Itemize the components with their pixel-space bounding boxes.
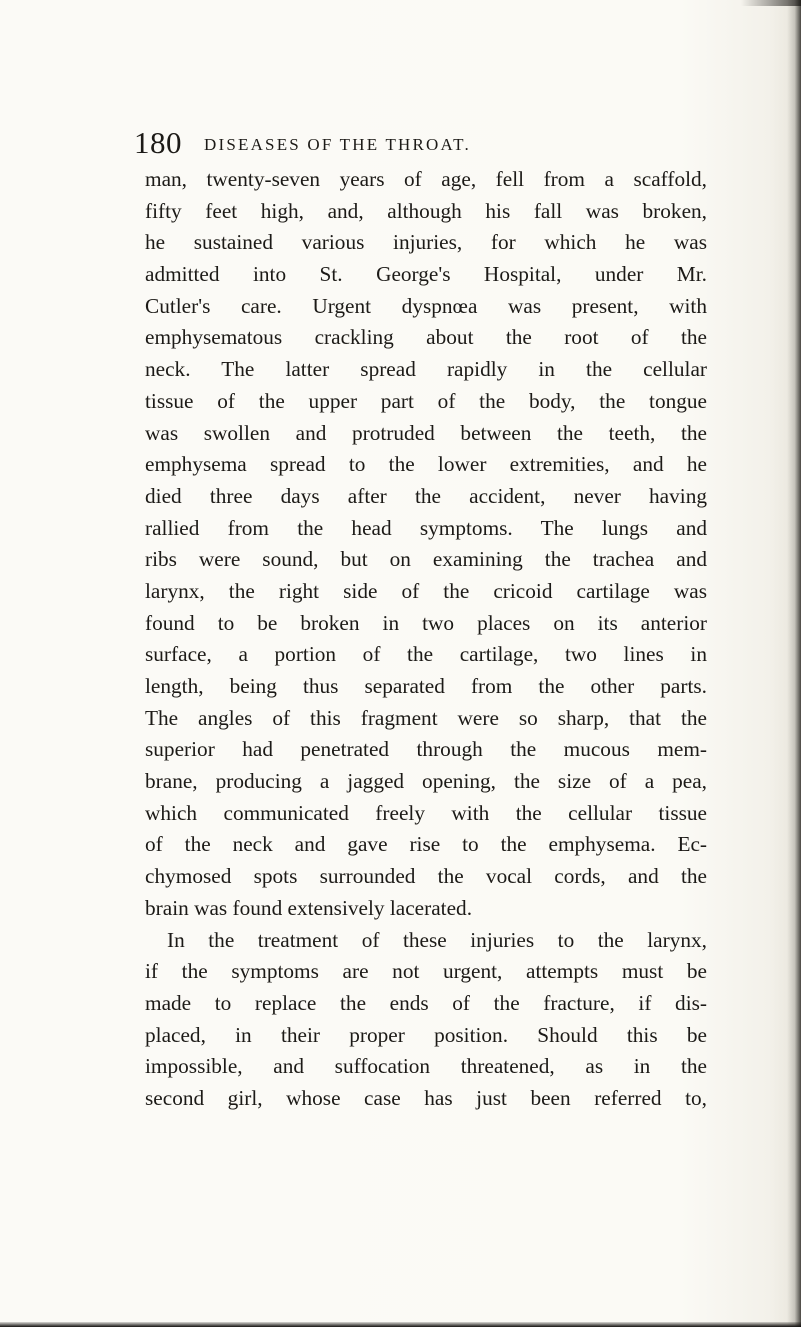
text-line: if the symptoms are not urgent, attempts must be — [145, 959, 707, 984]
text-line: he sustained various injuries, for which he was — [145, 230, 707, 255]
text-line: placed, in their proper position. Should this be — [145, 1022, 707, 1047]
text-line: of the neck and gave rise to the emphysema. Ec- — [145, 832, 707, 857]
text-line: surface, a portion of the cartilage, two lines in — [145, 642, 707, 667]
text-line: superior had penetrated through the mucous mem- — [145, 737, 707, 762]
text-line: found to be broken in two places on its anterior — [145, 610, 707, 635]
page-bottom-edge — [0, 1322, 801, 1327]
text-line: was swollen and protruded between the teeth, the — [145, 420, 707, 445]
text-line: length, being thus separated from the other parts. — [145, 674, 707, 698]
text-line: second girl, whose case has just been referred to, — [145, 1085, 707, 1110]
text-line: made to replace the ends of the fracture, if dis- — [145, 990, 707, 1015]
text-line: tissue of the upper part of the body, the tongue — [145, 388, 707, 413]
page-number: 180 — [134, 125, 182, 160]
text-line: ribs were sound, but on examining the trachea and — [145, 547, 707, 572]
body-text — [145, 164, 707, 1115]
text-line: impossible, and suffocation threatened, as in the — [145, 1054, 707, 1079]
text-line: man, twenty-seven years of age, fell from a scaffold, — [145, 167, 707, 191]
text-line: larynx, the right side of the cricoid cartilage was — [145, 578, 707, 603]
text-line: neck. The latter spread rapidly in the cellular — [145, 357, 707, 382]
paragraph-start-line: In the treatment of these injuries to the larynx, — [167, 927, 707, 952]
text-line: which communicated freely with the cellular tissue — [145, 800, 707, 825]
text-line: rallied from the head symptoms. The lungs and — [145, 515, 707, 540]
text-line: emphysema spread to the lower extremities, and he — [145, 452, 707, 477]
page-corner-shadow — [741, 0, 801, 6]
text-line: admitted into St. George's Hospital, under Mr. — [145, 262, 707, 287]
text-line: chymosed spots surrounded the vocal cords, and the — [145, 864, 707, 889]
text-line: emphysematous crackling about the root of the — [145, 325, 707, 350]
text-line: Cutler's care. Urgent dyspnœa was present, with — [145, 293, 707, 318]
text-line: brane, producing a jagged opening, the size of a pea, — [145, 769, 707, 794]
paragraph-end-line: brain was found extensively lacerated. — [145, 895, 473, 920]
running-title: DISEASES OF THE THROAT. — [204, 135, 471, 154]
page-header — [134, 126, 694, 166]
page-edge-shadow — [787, 0, 801, 1327]
text-line: The angles of this fragment were so sharp, that the — [145, 705, 707, 730]
text-line: died three days after the accident, never having — [145, 483, 707, 508]
text-line: fifty feet high, and, although his fall was broken, — [145, 198, 707, 223]
